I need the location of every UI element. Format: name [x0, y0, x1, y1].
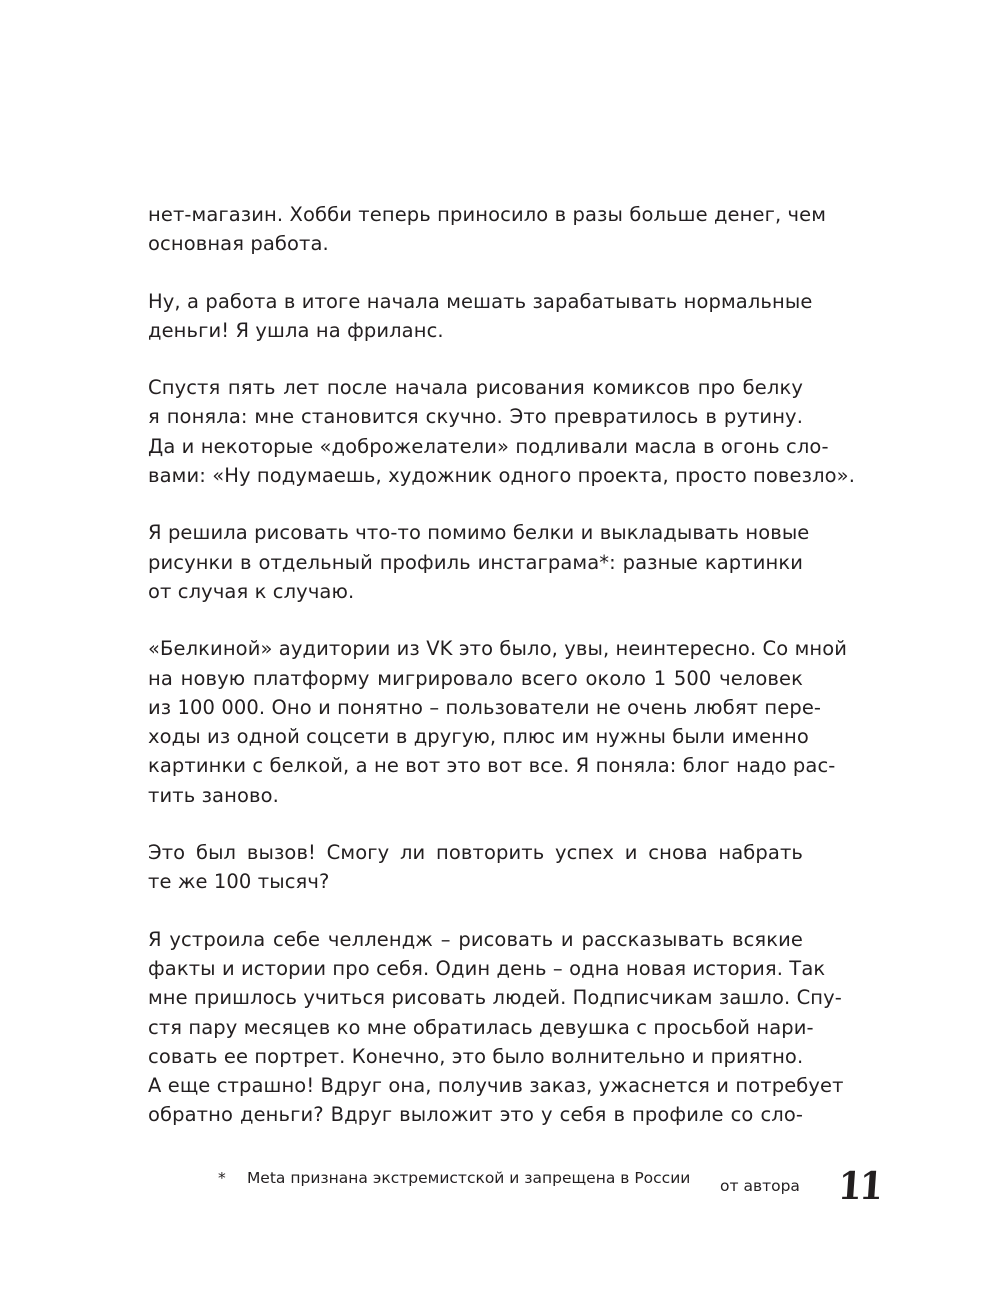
text-line: на новую платформу мигрировало всего около 1 500 человек	[148, 666, 803, 690]
text-line: факты и истории про себя. Один день – одна новая история. Так	[148, 956, 826, 980]
text-line: нет-магазин. Хобби теперь приносило в разы больше денег, чем	[148, 203, 827, 226]
running-head: от автора	[720, 1177, 800, 1195]
footnote-text: Meta признана экстремистской и запрещена в России	[246, 1169, 691, 1187]
text-line: рисунки в отдельный профиль инстаграма*: разные картинки	[148, 550, 803, 574]
text-line: Спустя пять лет после начала рисования комиксов про белку	[148, 376, 803, 400]
text-line: основная работа.	[148, 232, 329, 256]
paragraph-6	[148, 838, 803, 897]
text-line: от случая к случаю.	[148, 579, 355, 603]
text-line: Ну, а работа в итоге начала мешать зарабатывать нормальные	[148, 289, 813, 313]
body-text	[148, 200, 856, 1158]
text-line: те же 100 тысяч?	[148, 870, 330, 894]
paragraph-3	[148, 373, 856, 490]
text-line: Да и некоторые «доброжелатели» подливали масла в огонь сло-	[148, 434, 829, 458]
text-line: тить заново.	[148, 783, 279, 807]
paragraph-7	[148, 925, 844, 1130]
text-line: А еще страшно! Вдруг она, получив заказ, ужаснется и потребует	[148, 1074, 844, 1098]
footnote	[218, 1169, 690, 1187]
text-line: деньги! Я ушла на фриланс.	[148, 318, 444, 342]
text-line: «Белкиной» аудитории из VK это было, увы, неинтересно. Со мной	[148, 637, 848, 661]
page-number: 11	[836, 1163, 883, 1208]
paragraph-4	[148, 518, 810, 606]
text-line: Я устроила себе челлендж – рисовать и рассказывать всякие	[148, 927, 803, 951]
text-line: стя пару месяцев ко мне обратилась девушка с просьбой нари-	[148, 1015, 814, 1039]
text-line: совать ее портрет. Конечно, это было волнительно и приятно.	[148, 1044, 804, 1068]
text-line: картинки с белкой, а не вот это вот все. Я поняла: блог надо рас-	[148, 754, 836, 778]
paragraph-1	[148, 200, 827, 259]
text-line: мне пришлось учиться рисовать людей. Подписчикам зашло. Спу-	[148, 986, 842, 1010]
text-line: Это был вызов! Смогу ли повторить успех и снова набрать	[148, 841, 803, 865]
text-line: вами: «Ну подумаешь, художник одного проекта, просто повезло».	[148, 464, 856, 488]
text-line: обратно деньги? Вдруг выложит это у себя в профиле со сло-	[148, 1103, 803, 1127]
paragraph-2	[148, 287, 813, 346]
text-line: я поняла: мне становится скучно. Это превратилось в рутину.	[148, 405, 803, 429]
paragraph-5	[148, 634, 848, 810]
text-line: ходы из одной соцсети в другую, плюс им нужны были именно	[148, 725, 809, 749]
text-line: из 100 000. Оно и понятно – пользователи не очень любят пере-	[148, 695, 822, 719]
text-line: Я решила рисовать что-то помимо белки и выкладывать новые	[148, 521, 810, 545]
footnote-marker: *	[218, 1169, 226, 1187]
